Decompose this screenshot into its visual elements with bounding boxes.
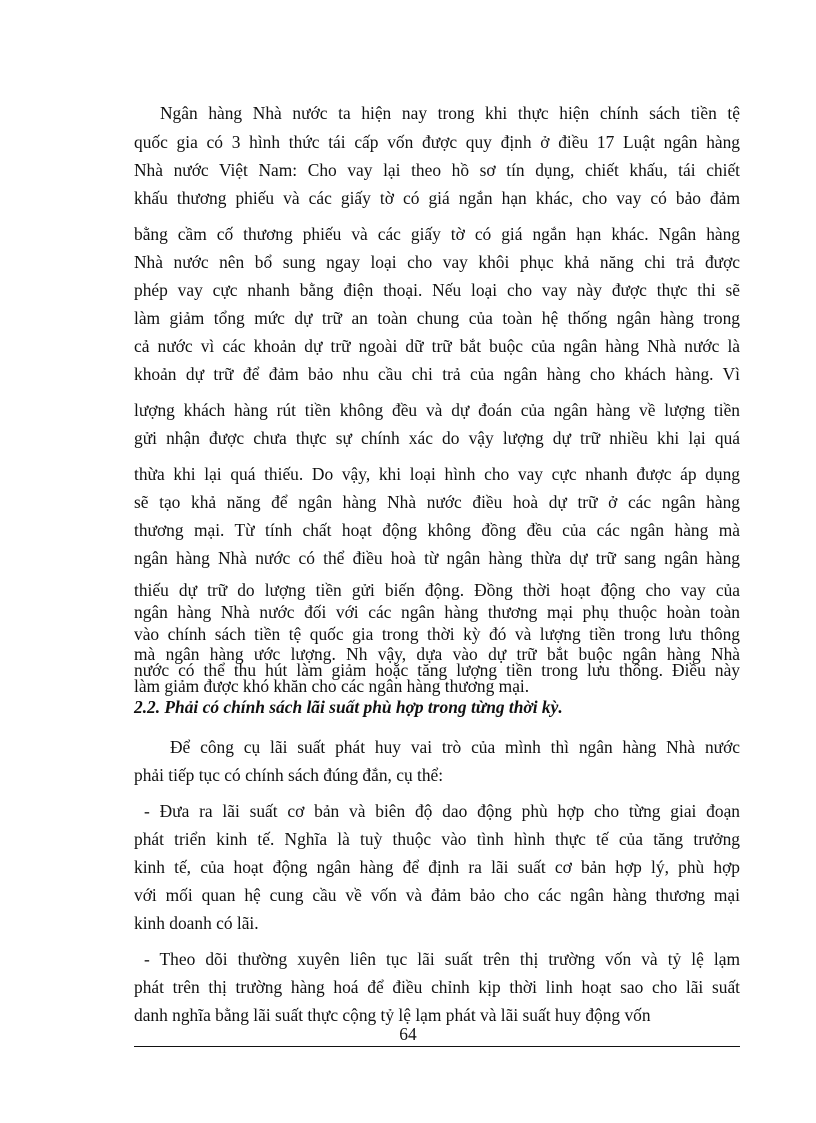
paragraph-line: quốc gia có 3 hình thức tái cấp vốn được quy định ở điều 17 Luật ngân hàng <box>134 132 740 152</box>
paragraph-line: khấu thương phiếu và các giấy tờ có giá ngắn hạn khác, cho vay có bảo đảm <box>134 188 740 208</box>
section-heading: 2.2. Phải có chính sách lãi suất phù hợp trong từng thời kỳ. <box>134 697 563 717</box>
bullet-line: phát trên thị trường hàng hoá để điều chỉnh kịp thời linh hoạt sao cho lãi suất <box>134 977 740 997</box>
paragraph-line: Nhà nước Việt Nam: Cho vay lại theo hồ sơ tín dụng, chiết khấu, tái chiết <box>134 160 740 180</box>
bullet-line: với mối quan hệ cung cầu về vốn và đảm bảo cho các ngân hàng thương mại <box>134 885 740 905</box>
paragraph-line: làm giảm tổng mức dự trữ an toàn chung của toàn hệ thống ngân hàng trong <box>134 308 740 328</box>
paragraph-line: làm giảm được khó khăn cho các ngân hàng thương mại. <box>134 676 530 696</box>
bullet-line: - Đưa ra lãi suất cơ bản và biên độ dao động phù hợp cho từng giai đoạn <box>144 801 740 821</box>
page-number: 64 <box>399 1024 417 1044</box>
paragraph-line: Để công cụ lãi suất phát huy vai trò của mình thì ngân hàng Nhà nước <box>170 737 740 757</box>
bullet-line: kinh doanh có lãi. <box>134 913 259 933</box>
bullet-line: phát triển kinh tế. Nghĩa là tuỳ thuộc vào tình hình thực tế của tăng trưởng <box>134 829 740 849</box>
paragraph-line: ngân hàng Nhà nước có thể điều hoà từ ngân hàng thừa dự trữ sang ngân hàng <box>134 548 740 568</box>
bullet-line: - Theo dõi thường xuyên liên tục lãi suất trên thị trường vốn và tỷ lệ lạm <box>144 949 740 969</box>
paragraph-line: phép vay cực nhanh bằng điện thoại. Nếu loại cho vay này được thực thi sẽ <box>134 280 740 300</box>
paragraph-line: mà ngân hàng ước lượng. Nh vậy, dựa vào dự trữ bắt buộc ngân hàng Nhà <box>134 644 740 664</box>
paragraph-line: Nhà nước nên bổ sung ngay loại cho vay khôi phục khả năng chi trả được <box>134 252 740 272</box>
paragraph-line: gửi nhận được chưa thực sự chính xác do vậy lượng dự trữ nhiều khi lại quá <box>134 428 740 448</box>
paragraph-line: thiếu dự trữ do lượng tiền gửi biến động. Đồng thời hoạt động cho vay của <box>134 580 740 600</box>
paragraph-line: lượng khách hàng rút tiền không đều và dự đoán của ngân hàng về lượng tiền <box>134 400 740 420</box>
paragraph-line: sẽ tạo khả năng để ngân hàng Nhà nước điều hoà dự trữ ở các ngân hàng <box>134 492 740 512</box>
bullet-line: kinh tế, của hoạt động ngân hàng để định ra lãi suất cơ bản hợp lý, phù hợp <box>134 857 740 877</box>
paragraph-line: vào chính sách tiền tệ quốc gia trong thời kỳ đó và lượng tiền trong lưu thông <box>134 624 740 644</box>
bullet-line: danh nghĩa bằng lãi suất thực cộng tỷ lệ lạm phát và lãi suất huy động vốn <box>134 1005 651 1025</box>
paragraph-line: nước có thể thu hút làm giảm hoặc tăng lượng tiền trong lưu thông. Điều này <box>134 660 740 680</box>
paragraph-line: thừa khi lại quá thiếu. Do vậy, khi loại hình cho vay cực nhanh được áp dụng <box>134 464 740 484</box>
paragraph-line: cả nước vì các khoản dự trữ ngoài dữ trữ bắt buộc của ngân hàng Nhà nước là <box>134 336 740 356</box>
footer-rule <box>134 1046 740 1047</box>
paragraph-line: khoản dự trữ để đảm bảo nhu cầu chi trả của ngân hàng cho khách hàng. Vì <box>134 364 740 384</box>
paragraph-line: ngân hàng Nhà nước đối với các ngân hàng thương mại phụ thuộc hoàn toàn <box>134 602 740 622</box>
paragraph-line: Ngân hàng Nhà nước ta hiện nay trong khi thực hiện chính sách tiền tệ <box>160 103 740 123</box>
paragraph-line: thương mại. Từ tính chất hoạt động không đồng đều của các ngân hàng mà <box>134 520 740 540</box>
paragraph-line: bằng cầm cố thương phiếu và các giấy tờ có giá ngắn hạn khác. Ngân hàng <box>134 224 740 244</box>
paragraph-line: phải tiếp tục có chính sách đúng đắn, cụ thể: <box>134 765 444 785</box>
